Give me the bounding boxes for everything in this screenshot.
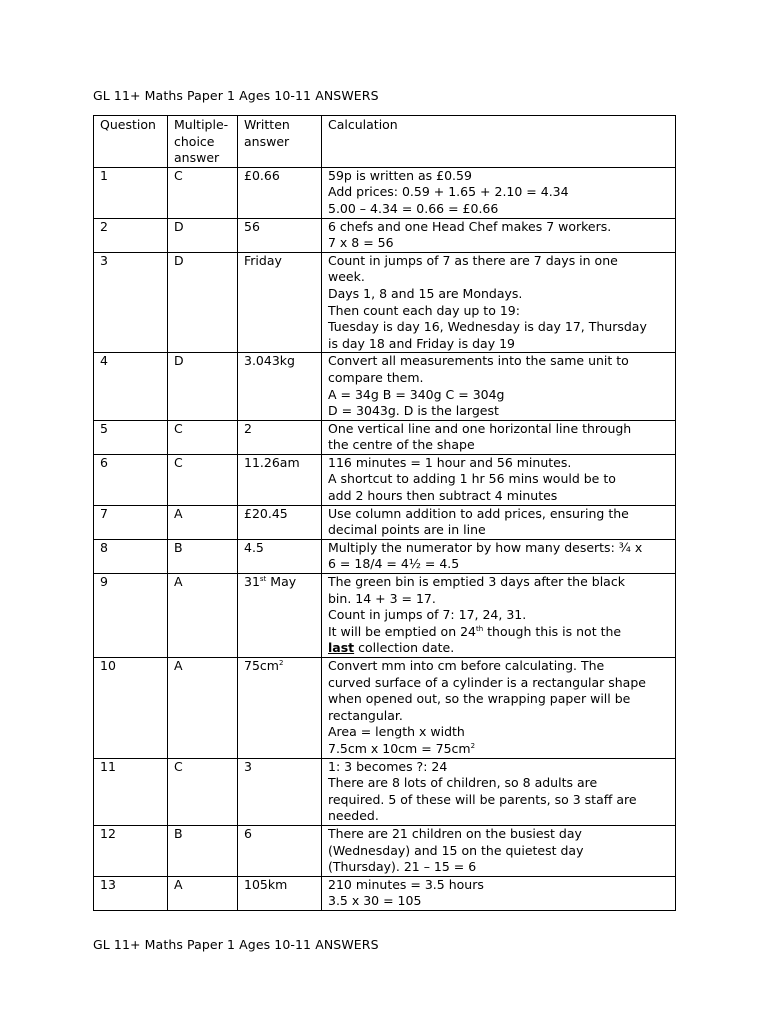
written-answer: 3	[238, 758, 322, 825]
calculation: There are 21 children on the busiest day (Wednesday) and 15 on the quietest day (Thursday). 21 – 15 = 6	[322, 825, 676, 876]
multiple-choice-answer: D	[168, 218, 238, 252]
table-row	[94, 252, 676, 353]
question-number: 12	[94, 825, 168, 876]
table-row	[94, 876, 676, 910]
written-answer: £20.45	[238, 505, 322, 539]
table-row	[94, 505, 676, 539]
calculation: One vertical line and one horizontal line through the centre of the shape	[322, 420, 676, 454]
table-row	[94, 539, 676, 573]
written-answer: $75cm^2$	[238, 658, 322, 759]
calculation: Count in jumps of 7 as there are 7 days in one week. Days 1, 8 and 15 are Mondays. Then count each day up to 19: Tuesday is day 16, Wednesday is day 17, Thursday is day 18 and Friday is day 19	[322, 252, 676, 353]
calculation: 6 chefs and one Head Chef makes 7 workers. 7 x 8 = 56	[322, 218, 676, 252]
answers-table	[93, 115, 676, 911]
calculation: Convert all measurements into the same unit to compare them. A = 34g B = 340g C = 304g D = 3043g. D is the largest	[322, 353, 676, 420]
multiple-choice-answer: A	[168, 876, 238, 910]
multiple-choice-answer: B	[168, 539, 238, 573]
written-answer: £0.66	[238, 167, 322, 218]
written-answer-header: Written answer	[238, 116, 322, 168]
written-answer: 2	[238, 420, 322, 454]
table-row	[94, 658, 676, 759]
calculation: 59p is written as £0.59 Add prices: 0.59 + 1.65 + 2.10 = 4.34 5.00 – 4.34 = 0.66 = £0.66	[322, 167, 676, 218]
multiple-choice-answer: A	[168, 658, 238, 759]
written-answer: Friday	[238, 252, 322, 353]
multiple-choice-answer: A	[168, 574, 238, 658]
multiple-choice-header: Multiple- choice answer	[168, 116, 238, 168]
calculation: The green bin is emptied 3 days after the black bin. 14 + 3 = 17. Count in jumps of 7: 17, 24, 31. It will be emptied on 24th though this is not the last collection date.	[322, 574, 676, 658]
table-row	[94, 825, 676, 876]
calculation-header: Calculation	[322, 116, 676, 168]
written-answer: 6	[238, 825, 322, 876]
table-row	[94, 574, 676, 658]
written-answer: 3.043kg	[238, 353, 322, 420]
question-number: 13	[94, 876, 168, 910]
page-footer: GL 11+ Maths Paper 1 Ages 10-11 ANSWERS	[93, 937, 379, 952]
multiple-choice-answer: A	[168, 505, 238, 539]
question-number: 7	[94, 505, 168, 539]
multiple-choice-answer: C	[168, 420, 238, 454]
multiple-choice-answer: B	[168, 825, 238, 876]
written-answer: 105km	[238, 876, 322, 910]
calculation: 116 minutes = 1 hour and 56 minutes. A shortcut to adding 1 hr 56 mins would be to add 2 hours then subtract 4 minutes	[322, 454, 676, 505]
question-number: 11	[94, 758, 168, 825]
page-header: GL 11+ Maths Paper 1 Ages 10-11 ANSWERS	[93, 88, 379, 103]
calculation: Use column addition to add prices, ensuring the decimal points are in line	[322, 505, 676, 539]
question-number: 1	[94, 167, 168, 218]
table-row	[94, 758, 676, 825]
calculation: 210 minutes = 3.5 hours 3.5 x 30 = 105	[322, 876, 676, 910]
table-row	[94, 167, 676, 218]
question-number: 2	[94, 218, 168, 252]
written-answer: 4.5	[238, 539, 322, 573]
table-row	[94, 353, 676, 420]
multiple-choice-answer: C	[168, 454, 238, 505]
calculation: Convert mm into cm before calculating. The curved surface of a cylinder is a rectangular shape when opened out, so the wrapping paper will be rectangular. Area = length x width 7.5cm x $10cm = 75cm^2$	[322, 658, 676, 759]
multiple-choice-answer: C	[168, 758, 238, 825]
table-row	[94, 420, 676, 454]
question-number: 6	[94, 454, 168, 505]
question-header: Question	[94, 116, 168, 168]
table-row	[94, 218, 676, 252]
question-number: 8	[94, 539, 168, 573]
multiple-choice-answer: D	[168, 252, 238, 353]
table-row	[94, 454, 676, 505]
question-number: 5	[94, 420, 168, 454]
table-header-row	[94, 116, 676, 168]
question-number: 9	[94, 574, 168, 658]
calculation: Multiply the numerator by how many deserts: ¾ x 6 = 18/4 = 4½ = 4.5	[322, 539, 676, 573]
question-number: 10	[94, 658, 168, 759]
multiple-choice-answer: C	[168, 167, 238, 218]
written-answer: 11.26am	[238, 454, 322, 505]
calculation: 1: 3 becomes ?: 24 There are 8 lots of children, so 8 adults are required. 5 of these will be parents, so 3 staff are needed.	[322, 758, 676, 825]
question-number: 4	[94, 353, 168, 420]
written-answer: 56	[238, 218, 322, 252]
multiple-choice-answer: D	[168, 353, 238, 420]
written-answer: 31st May	[238, 574, 322, 658]
question-number: 3	[94, 252, 168, 353]
